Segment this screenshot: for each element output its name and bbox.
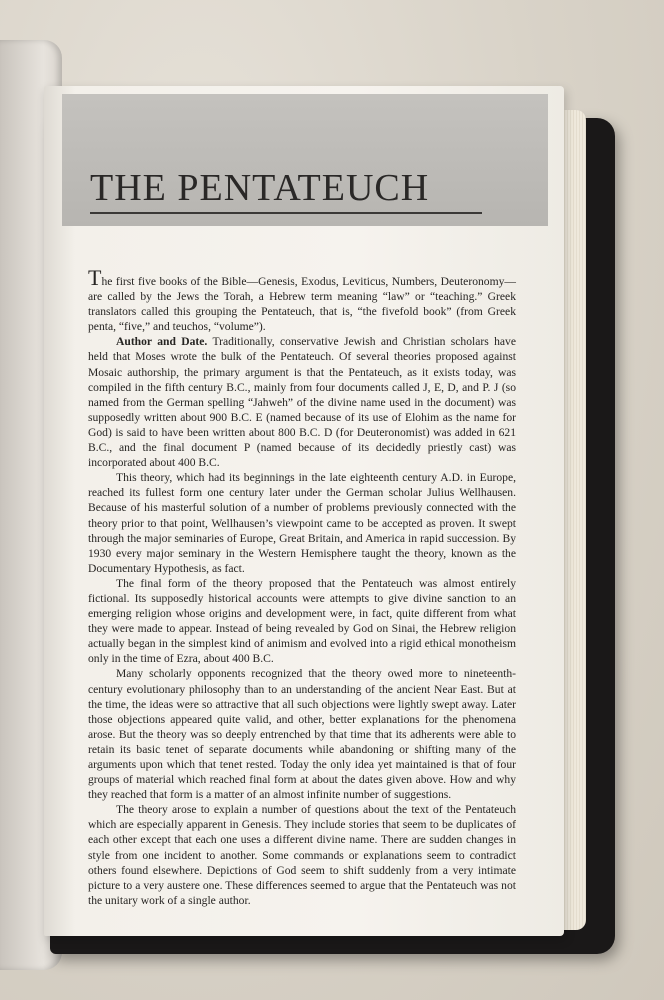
paragraph: Many scholarly opponents recognized that the theory owed more to nineteenth-century evolutionary philosophy than to an understanding of the ancient Near East. But at the time, the ideas were so attractive that all such objections were lightly swept away. Later those objections appeared quite valid, and other, better explanations for the phenomena arose. But the theory was so deeply entrenched by that time that its adherents were able to retain its basic tenet of separate documents while abandoning or shifting many of the arguments upon which that tenet rested. Today the only idea yet maintained is that of four groups of material which reached final form at about the dates given above. How and why they reached that form is a matter of an almost infinite number of suggestions.: [88, 667, 516, 802]
section-heading: Author and Date.: [116, 335, 208, 349]
paragraph: The final form of the theory proposed that the Pentateuch was almost entirely fictional. Its supposedly historical accounts were attempts to give divine sanction to an emerging religion whose origins and development were, in fact, quite different from what they were made to appear. Instead of being revealed by God on Sinai, the Hebrew religion actually began in the simplest kind of animism and evolved into a rigid ethical monotheism only in the time of Ezra, about 400 B.C.: [88, 576, 516, 666]
drop-cap: T: [88, 265, 102, 290]
title-rule: [90, 212, 482, 214]
paragraph: This theory, which had its beginnings in the late eighteenth century A.D. in Europe, reached its fullest form one century later under the German scholar Julius Wellhausen. Because of his masterful solution of a number of problems previously connected with the theory prior to that point, Wellhausen’s viewpoint came to be accepted as proven. It swept through the major seminaries of Europe, Great Britain, and America in rapid succession. By 1930 every major seminary in the Western Hemisphere taught the theory, known as the Documentary Hypothesis, as fact.: [88, 471, 516, 575]
chapter-title: THE PENTATEUCH: [90, 167, 430, 209]
paragraph: [88, 334, 516, 470]
body-text: [88, 265, 516, 908]
book-page: [44, 86, 564, 936]
paragraph-text: Traditionally, conservative Jewish and Christian scholars have held that Moses wrote the bulk of the Pentateuch. Of several theories proposed against Mosaic authorship, the primary argument is that the Pentateuch, as it exists today, was compiled in the fifth century B.C., mainly from four documents called J, E, D, and P. J (so named from the German spelling “Jahweh” of the divine name used in the document) was supposedly written about 900 B.C. E (named because of its use of Elohim as the name for God) is said to have been written about 800 B.C. D (for Deuteronomist) was added in 621 B.C., and the final document P (named because of its decidedly priestly cast) was incorporated about 400 B.C.: [88, 335, 516, 470]
intro-paragraph: [88, 265, 516, 334]
intro-text: he first five books of the Bible—Genesis, Exodus, Leviticus, Numbers, Deuteronomy—are called by the Jews the Torah, a Hebrew term meaning “law” or “teaching.” Greek translators called this grouping the Pentateuch, that is, “the fivefold book” (from Greek penta, “five,” and teuchos, “volume”).: [88, 275, 516, 334]
paragraph: The theory arose to explain a number of questions about the text of the Pentateuch which are especially apparent in Genesis. They include stories that seem to be duplicates of each other except that each one uses a different divine name. There are sudden changes in style from one incident to another. Some commands or explanations seem to contradict others found elsewhere. Depictions of God seem to shift suddenly from a very intimate picture to a very austere one. These differences seemed to argue that the Pentateuch was not the unitary work of a single author.: [88, 803, 516, 907]
